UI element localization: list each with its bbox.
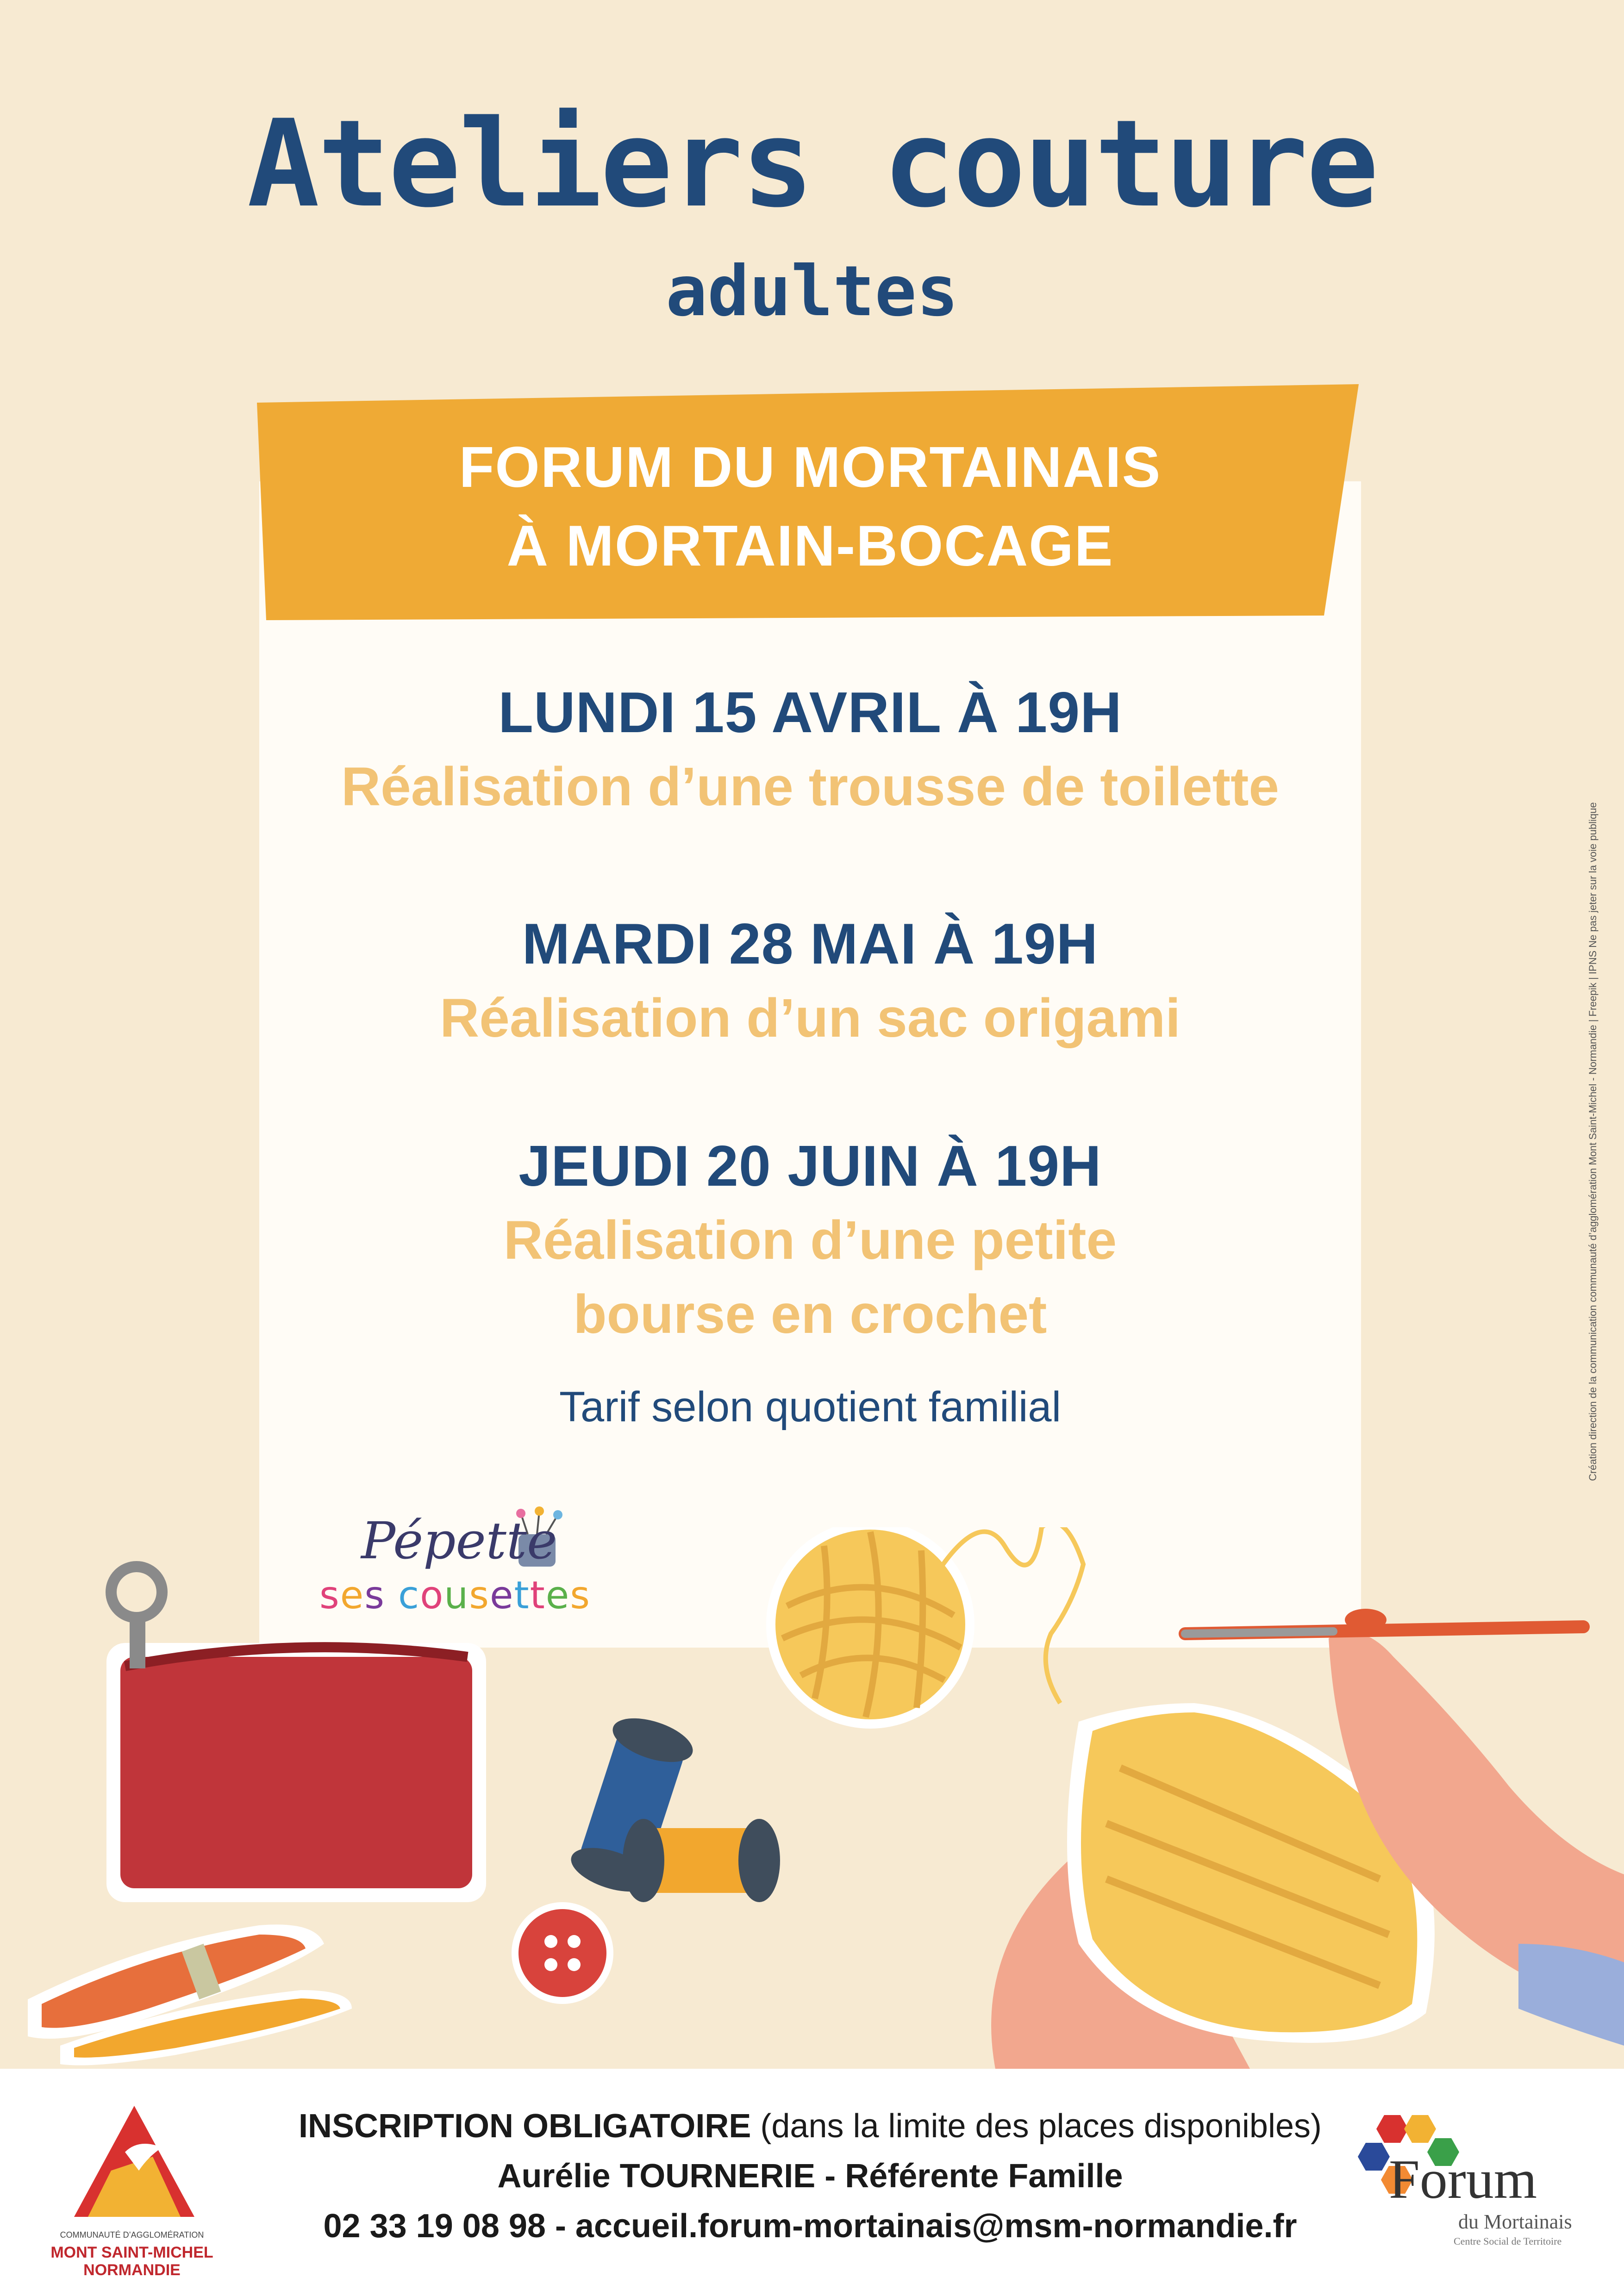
yarn-ball-icon: [766, 1527, 1083, 1729]
footer-contact: [278, 2101, 1343, 2251]
page-subtitle: adultes: [665, 251, 959, 332]
button-icon: [512, 1902, 613, 2004]
msm-logo-line1: MONT SAINT-MICHEL: [50, 2244, 213, 2261]
thread-spool-icon: [566, 1710, 780, 1902]
content-sheet: [259, 481, 1361, 1648]
session-description: Réalisation d’un sac origami: [440, 988, 1181, 1049]
price-note: Tarif selon quotient familial: [559, 1383, 1062, 1431]
registration-line: INSCRIPTION OBLIGATOIRE (dans la limite des places disponibles): [298, 2108, 1322, 2145]
pepette-script: Pépette: [361, 1511, 557, 1570]
embroidery-thread-icon: [28, 1924, 352, 2065]
session-2: [259, 907, 1361, 1055]
crochet-hands-icon: [991, 1609, 1624, 2069]
msm-logo-small: COMMUNAUTÉ D’AGGLOMÉRATION: [60, 2230, 204, 2240]
session-date: JEUDI 20 JUIN À 19H: [518, 1134, 1102, 1198]
session-date: MARDI 28 MAI À 19H: [522, 912, 1099, 976]
contact-person: Aurélie TOURNERIE - Référente Famille: [497, 2158, 1123, 2195]
credit-text: Création direction de la communication communauté d’agglomération Mont Saint-Michel - Normandie | Freepik | IPNS Ne pas jeter sur la voie publique: [1587, 802, 1599, 1481]
msm-logo-label: [42, 2226, 222, 2279]
session-description: Réalisation d’une trousse de toilette: [341, 756, 1280, 817]
msm-logo-line2: NORMANDIE: [83, 2261, 181, 2279]
forum-logo-tiny: Centre Social de Territoire: [1454, 2235, 1562, 2247]
location-line-1: FORUM DU MORTAINAIS: [459, 436, 1162, 499]
forum-logo-name: Forum: [1389, 2148, 1537, 2210]
forum-logo-sub: du Mortainais: [1458, 2210, 1572, 2233]
msm-logo-icon: [69, 2101, 199, 2221]
session-description: Réalisation d’une petite: [503, 1210, 1117, 1271]
pencil-case-icon: [106, 1567, 486, 1902]
page-title: Ateliers couture: [247, 94, 1377, 234]
session-3: [259, 1129, 1361, 1351]
contact-details: 02 33 19 08 98 - accueil.forum-mortainais@msm-normandie.fr: [323, 2208, 1297, 2245]
sewing-illustration: [0, 1527, 1624, 2083]
session-date: LUNDI 15 AVRIL À 19H: [498, 681, 1122, 745]
pepette-words: ses cousettes: [319, 1574, 591, 1618]
location-text: [241, 428, 1380, 585]
session-1: [259, 676, 1361, 824]
location-line-2: À MORTAIN-BOCAGE: [506, 514, 1114, 578]
session-description-cont: bourse en crochet: [573, 1284, 1047, 1345]
